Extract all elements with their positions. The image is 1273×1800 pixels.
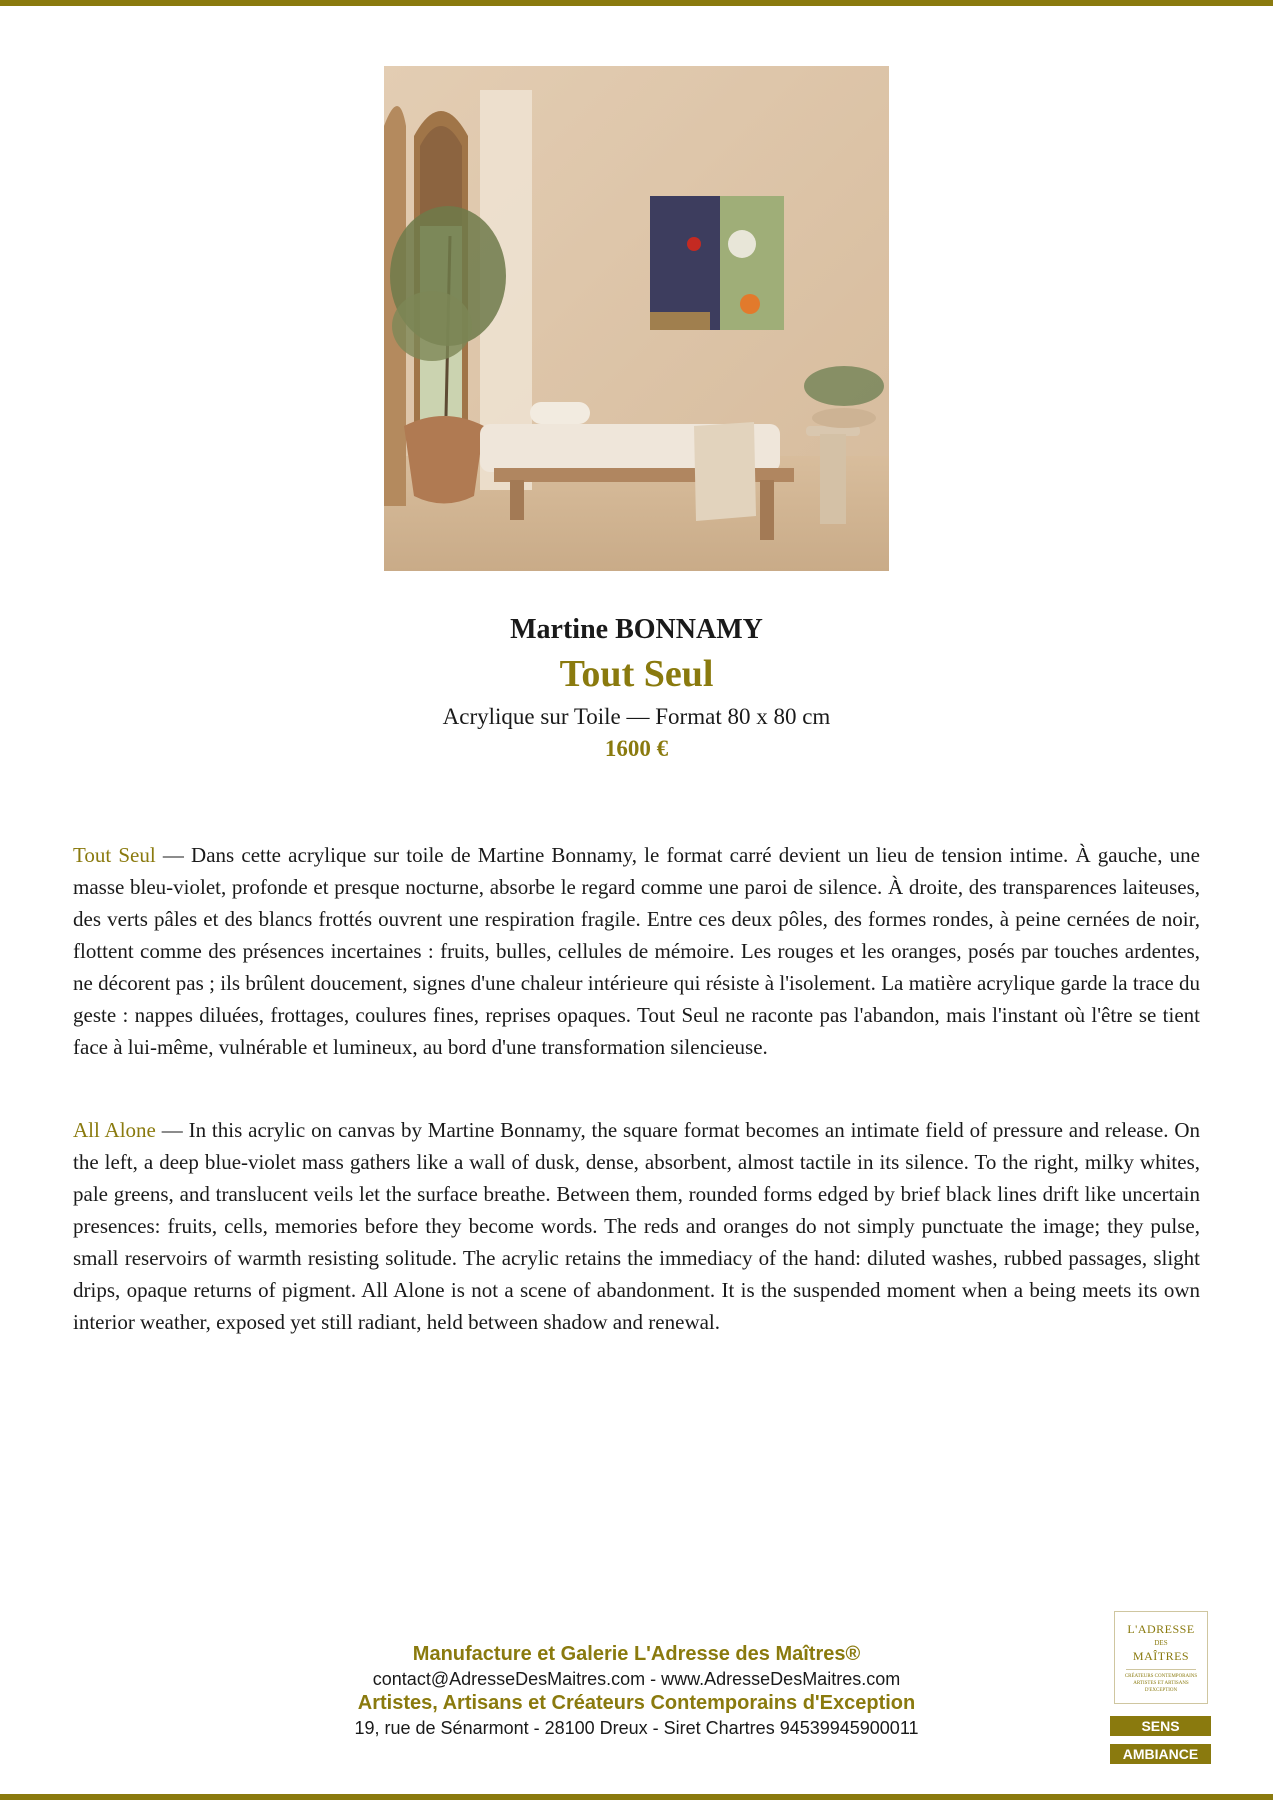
- logo-line-3: MAÎTRES: [1132, 1649, 1190, 1663]
- top-border: [0, 0, 1273, 6]
- artwork-title: Tout Seul: [559, 653, 714, 695]
- gallery-logo: [1114, 1611, 1208, 1704]
- tag-sens: SENS: [1110, 1716, 1211, 1736]
- artwork-price: 1600 €: [604, 736, 669, 761]
- logo-line-1: L'ADRESSE: [1127, 1622, 1195, 1636]
- description-english-text: — In this acrylic on canvas by Martine Bonnamy, the square format becomes an intimate field of pressure and release. On the left, a deep blue-violet mass gathers like a wall of dusk, dense, absorbent, almost tactile in its silence. To the right, milky whites, pale greens, and translucent veils let the surface breathe. Between them, rounded forms edged by brief black lines drift like uncertain presences: fruits, cells, memories before they become words. The reds and oranges do not simply punctuate the image; they pulse, small reservoirs of warmth resisting solitude. The acrylic retains the immediacy of the hand: diluted washes, rubbed passages, slight drips, opaque returns of pigment. All Alone is not a scene of abandonment. It is the suspended moment when a being meets its own interior weather, exposed yet still radiant, held between shadow and renewal.: [73, 1118, 1200, 1334]
- description-french: [73, 839, 1200, 1063]
- footer-address: 19, rue de Sénarmont - 28100 Dreux - Siret Chartres 94539945900011: [354, 1718, 919, 1738]
- artist-name: Martine BONNAMY: [510, 614, 763, 645]
- footer-contact: contact@AdresseDesMaitres.com - www.AdresseDesMaitres.com: [372, 1669, 901, 1689]
- artwork-medium: Acrylique sur Toile — Format 80 x 80 cm: [442, 704, 831, 729]
- logo-line-4: CRÉATEURS CONTEMPORAINS ARTISTES ET ARTISANS D'EXCEPTION: [1124, 1674, 1198, 1693]
- bottom-border: [0, 1794, 1273, 1800]
- description-french-lead: Tout Seul: [73, 843, 156, 867]
- footer-tagline: Artistes, Artisans et Créateurs Contemporains d'Exception: [357, 1692, 916, 1714]
- description-english: [73, 1114, 1200, 1338]
- logo-divider: [1126, 1669, 1196, 1670]
- footer-gallery-name: Manufacture et Galerie L'Adresse des Maîtres®: [412, 1643, 861, 1665]
- artwork-interior-photo: [384, 66, 889, 571]
- description-french-text: — Dans cette acrylique sur toile de Martine Bonnamy, le format carré devient un lieu de tension intime. À gauche, une masse bleu-violet, profonde et presque nocturne, absorbe le regard comme une paroi de silence. À droite, des transparences laiteuses, des verts pâles et des blancs frottés ouvrent une respiration fragile. Entre ces deux pôles, des formes rondes, à peine cernées de noir, flottent comme des présences incertaines : fruits, bulles, cellules de mémoire. Les rouges et les oranges, posés par touches ardentes, ne décorent pas ; ils brûlent doucement, signes d'une chaleur intérieure qui résiste à l'isolement. La matière acrylique garde la trace du geste : nappes diluées, frottages, coulures fines, reprises opaques. Tout Seul ne raconte pas l'abandon, mais l'instant où l'être se tient face à lui-même, vulnérable et lumineux, au bord d'une transformation silencieuse.: [73, 843, 1200, 1059]
- footer: [0, 1642, 1273, 1740]
- tag-ambiance: AMBIANCE: [1110, 1744, 1211, 1764]
- description-english-lead: All Alone: [73, 1118, 156, 1142]
- logo-line-2: DES: [1154, 1639, 1168, 1647]
